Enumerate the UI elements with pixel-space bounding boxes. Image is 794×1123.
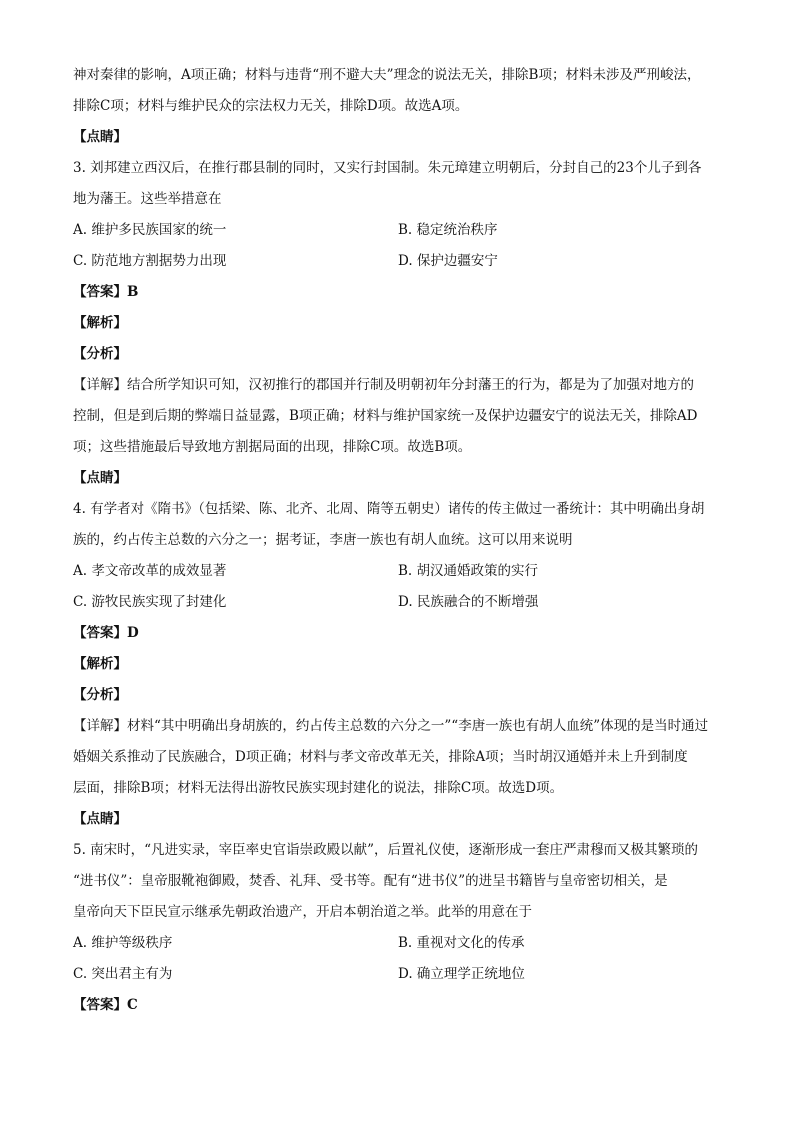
q4-option-a: A. 孝文帝改革的成效显著	[73, 563, 227, 579]
q4-options-row-2	[73, 587, 721, 618]
q4-stem-line-1: 4. 有学者对《隋书》（包括梁、陈、北齐、北周、隋等五朝史）诸传的传主做过一番统计：其中明确出身胡	[73, 501, 705, 517]
q5-options-row-1	[73, 928, 721, 959]
q3-detail-line-1: 【详解】结合所学知识可知，汉初推行的郡国并行制及明朝初年分封藩王的行为，都是为了加强对地方的	[73, 377, 694, 393]
q4-option-d: D. 民族融合的不断增强	[398, 594, 539, 610]
q3-option-c: C. 防范地方割据势力出现	[73, 253, 227, 269]
q3-option-d: D. 保护边疆安宁	[398, 253, 498, 269]
q4-detail-line-1: 【详解】材料“其中明确出身胡族的，约占传主总数的六分之一”“李唐一族也有胡人血统”体现的是当时通过	[73, 718, 709, 734]
q3-dianjing-heading: 【点睛】	[73, 470, 127, 486]
q4-option-b: B. 胡汉通婚政策的实行	[398, 563, 539, 579]
q4-jiexi-heading: 【解析】	[73, 656, 127, 672]
q4-detail-line-2: 婚姻关系推动了民族融合，D项正确；材料与孝文帝改革无关，排除A项；当时胡汉通婚并未上升到制度	[73, 749, 688, 765]
q4-option-c: C. 游牧民族实现了封建化	[73, 594, 227, 610]
q4-dianjing-heading: 【点睛】	[73, 811, 127, 827]
document-page	[73, 60, 721, 1021]
q3-detail-line-2: 控制，但是到后期的弊端日益显露，B项正确；材料与维护国家统一及保护边疆安宁的说法无关，排除AD	[73, 408, 698, 424]
q5-stem-line-1: 5. 南宋时，“凡进实录，宰臣率史官诣崇政殿以献”，后置礼仪使，逐渐形成一套庄严肃穆而又极其繁琐的	[73, 842, 698, 858]
intro-text-line-2: 排除C项；材料与维护民众的宗法权力无关，排除D项。故选A项。	[73, 98, 469, 114]
intro-text-line-1: 神对秦律的影响，A项正确；材料与违背“刑不避大夫”理念的说法无关，排除B项；材料未涉及严刑峻法，	[73, 67, 701, 83]
q4-answer: 【答案】D	[73, 625, 139, 641]
dianjing-heading: 【点睛】	[73, 129, 127, 145]
q3-fenxi-heading: 【分析】	[73, 346, 127, 362]
q5-option-a: A. 维护等级秩序	[73, 935, 173, 951]
q5-stem-line-2: “进书仪”：皇帝服靴袍御殿，焚香、礼拜、受书等。配有“进书仪”的进呈书籍皆与皇帝密切相关，是	[73, 873, 668, 889]
q4-fenxi-heading: 【分析】	[73, 687, 127, 703]
q3-detail-line-3: 项；这些措施最后导致地方割据局面的出现，排除C项。故选B项。	[73, 439, 472, 455]
q5-answer: 【答案】C	[73, 997, 138, 1013]
q4-stem-line-2: 族的，约占传主总数的六分之一；据考证，李唐一族也有胡人血统。这可以用来说明	[73, 532, 573, 548]
q4-detail-line-3: 层面，排除B项；材料无法得出游牧民族实现封建化的说法，排除C项。故选D项。	[73, 780, 564, 796]
q3-options-row-2	[73, 246, 721, 277]
q5-option-b: B. 重视对文化的传承	[398, 935, 525, 951]
q3-answer: 【答案】B	[73, 284, 139, 300]
q5-option-d: D. 确立理学正统地位	[398, 966, 525, 982]
q3-option-b: B. 稳定统治秩序	[398, 222, 498, 238]
q5-options-row-2	[73, 959, 721, 990]
q3-jiexi-heading: 【解析】	[73, 315, 127, 331]
q5-stem-line-3: 皇帝向天下臣民宣示继承先朝政治遗产，开启本朝治道之举。此举的用意在于	[73, 904, 532, 920]
q4-options-row-1	[73, 556, 721, 587]
q3-option-a: A. 维护多民族国家的统一	[73, 222, 227, 238]
q3-stem-line-1: 3. 刘邦建立西汉后，在推行郡县制的同时，又实行封国制。朱元璋建立明朝后，分封自己的23个儿子到各	[73, 160, 702, 176]
q5-option-c: C. 突出君主有为	[73, 966, 173, 982]
q3-stem-line-2: 地为藩王。这些举措意在	[73, 191, 222, 207]
q3-options-row-1	[73, 215, 721, 246]
